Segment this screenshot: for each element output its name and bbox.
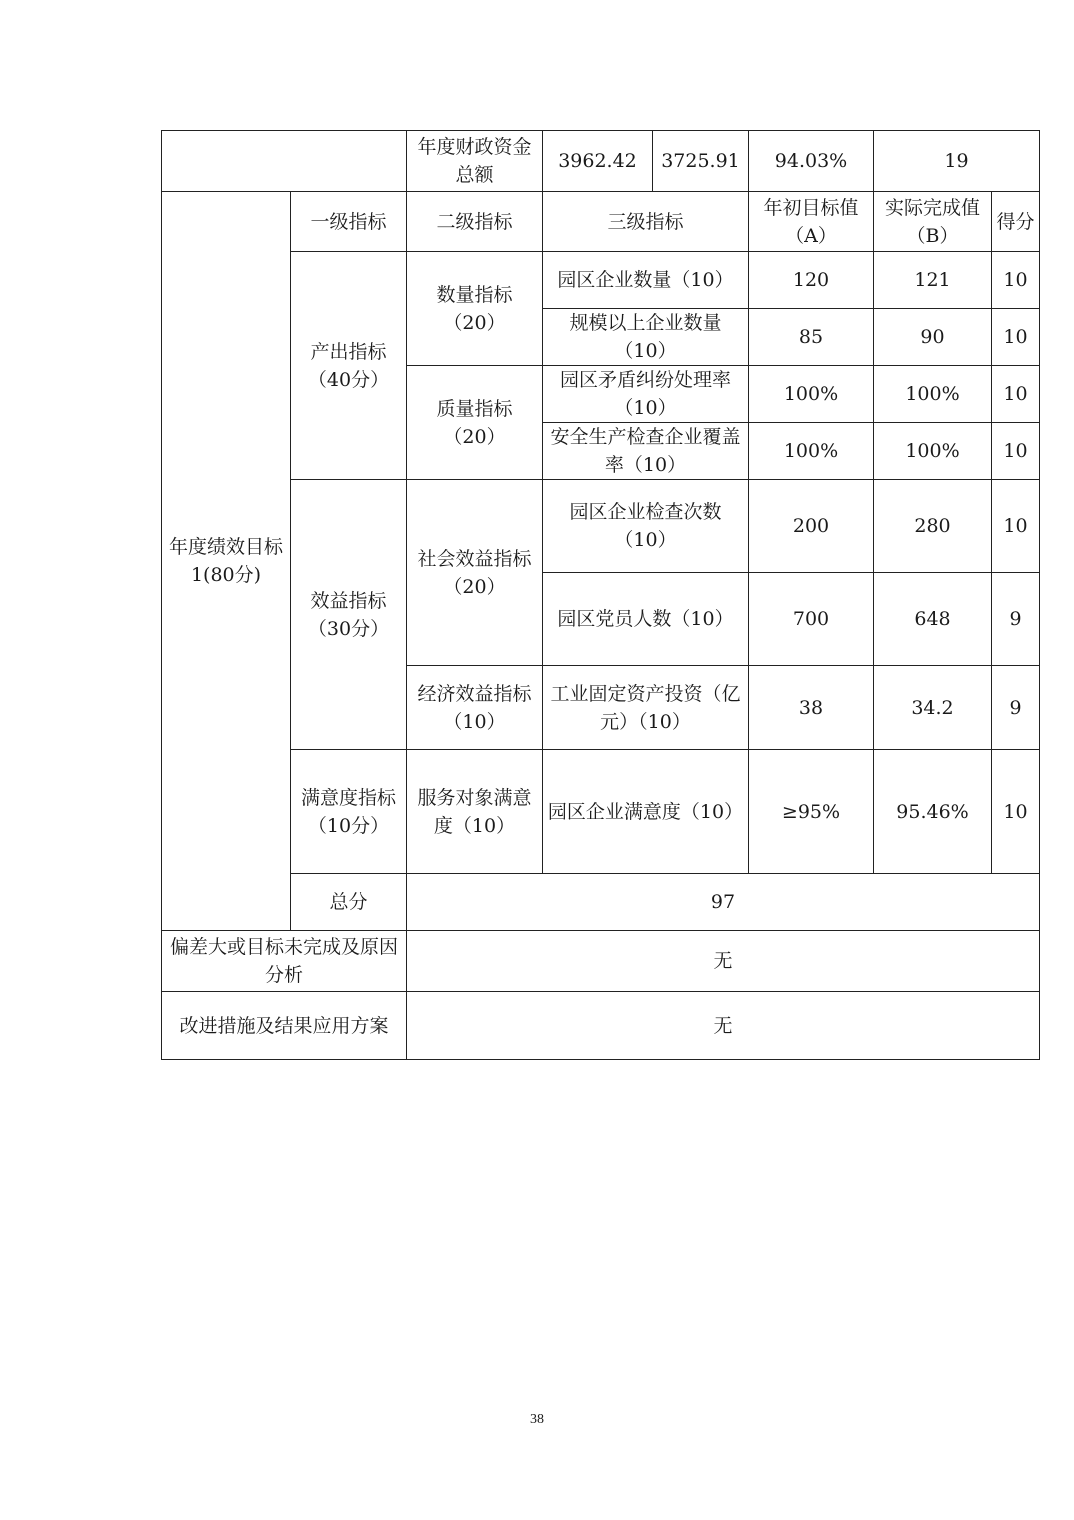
total-row (162, 874, 1040, 931)
indicator-name: 园区企业数量（10） (543, 252, 749, 309)
indicator-name: 园区企业满意度（10） (543, 750, 749, 874)
indicator-target: ≥95% (749, 750, 874, 874)
header-actual: 实际完成值（B） (874, 192, 992, 252)
indicator-name: 园区矛盾纠纷处理率（10） (543, 366, 749, 423)
indicator-target: 120 (749, 252, 874, 309)
header-level3: 三级指标 (543, 192, 749, 252)
table-row (162, 480, 1040, 573)
indicator-target: 700 (749, 573, 874, 666)
funding-actual: 3725.91 (653, 131, 749, 192)
indicator-actual: 95.46% (874, 750, 992, 874)
indicator-name: 规模以上企业数量（10） (543, 309, 749, 366)
funding-row (162, 131, 1040, 192)
group-benefit: 效益指标（30分） (291, 480, 407, 750)
funding-rate: 94.03% (749, 131, 874, 192)
funding-planned: 3962.42 (543, 131, 653, 192)
indicator-name: 园区企业检查次数（10） (543, 480, 749, 573)
indicator-actual: 648 (874, 573, 992, 666)
group-satisfaction: 满意度指标（10分） (291, 750, 407, 874)
header-level1: 一级指标 (291, 192, 407, 252)
indicator-target: 200 (749, 480, 874, 573)
subgroup-economic: 经济效益指标（10） (407, 666, 543, 750)
indicator-target: 38 (749, 666, 874, 750)
subgroup-service: 服务对象满意度（10） (407, 750, 543, 874)
deviation-row (162, 931, 1040, 992)
improvement-label: 改进措施及结果应用方案 (162, 992, 407, 1060)
indicator-score: 10 (992, 252, 1040, 309)
total-value: 97 (407, 874, 1040, 931)
indicator-actual: 280 (874, 480, 992, 573)
funding-label: 年度财政资金总额 (407, 131, 543, 192)
indicator-actual: 100% (874, 366, 992, 423)
total-label: 总分 (291, 874, 407, 931)
table-row (162, 252, 1040, 309)
indicator-target: 100% (749, 366, 874, 423)
indicator-score: 10 (992, 423, 1040, 480)
subgroup-social: 社会效益指标（20） (407, 480, 543, 666)
indicator-actual: 34.2 (874, 666, 992, 750)
header-target: 年初目标值（A） (749, 192, 874, 252)
indicator-name: 园区党员人数（10） (543, 573, 749, 666)
indicator-score: 10 (992, 309, 1040, 366)
indicator-actual: 90 (874, 309, 992, 366)
funding-blank-cell (162, 131, 407, 192)
indicator-actual: 121 (874, 252, 992, 309)
goal-label: 年度绩效目标1(80分) (162, 192, 291, 931)
header-score: 得分 (992, 192, 1040, 252)
indicator-score: 10 (992, 480, 1040, 573)
header-level2: 二级指标 (407, 192, 543, 252)
table-row (162, 750, 1040, 874)
performance-table (161, 130, 1040, 1060)
indicator-target: 85 (749, 309, 874, 366)
deviation-value: 无 (407, 931, 1040, 992)
indicator-name: 安全生产检查企业覆盖率（10） (543, 423, 749, 480)
page-number: 38 (530, 1412, 544, 1427)
group-output: 产出指标（40分） (291, 252, 407, 480)
indicator-actual: 100% (874, 423, 992, 480)
subgroup-quantity: 数量指标（20） (407, 252, 543, 366)
funding-score: 19 (874, 131, 1040, 192)
indicator-score: 10 (992, 366, 1040, 423)
header-row (162, 192, 1040, 252)
deviation-label: 偏差大或目标未完成及原因分析 (162, 931, 407, 992)
indicator-score: 10 (992, 750, 1040, 874)
indicator-score: 9 (992, 573, 1040, 666)
indicator-name: 工业固定资产投资（亿元）（10） (543, 666, 749, 750)
indicator-score: 9 (992, 666, 1040, 750)
improvement-row (162, 992, 1040, 1060)
improvement-value: 无 (407, 992, 1040, 1060)
subgroup-quality: 质量指标（20） (407, 366, 543, 480)
indicator-target: 100% (749, 423, 874, 480)
